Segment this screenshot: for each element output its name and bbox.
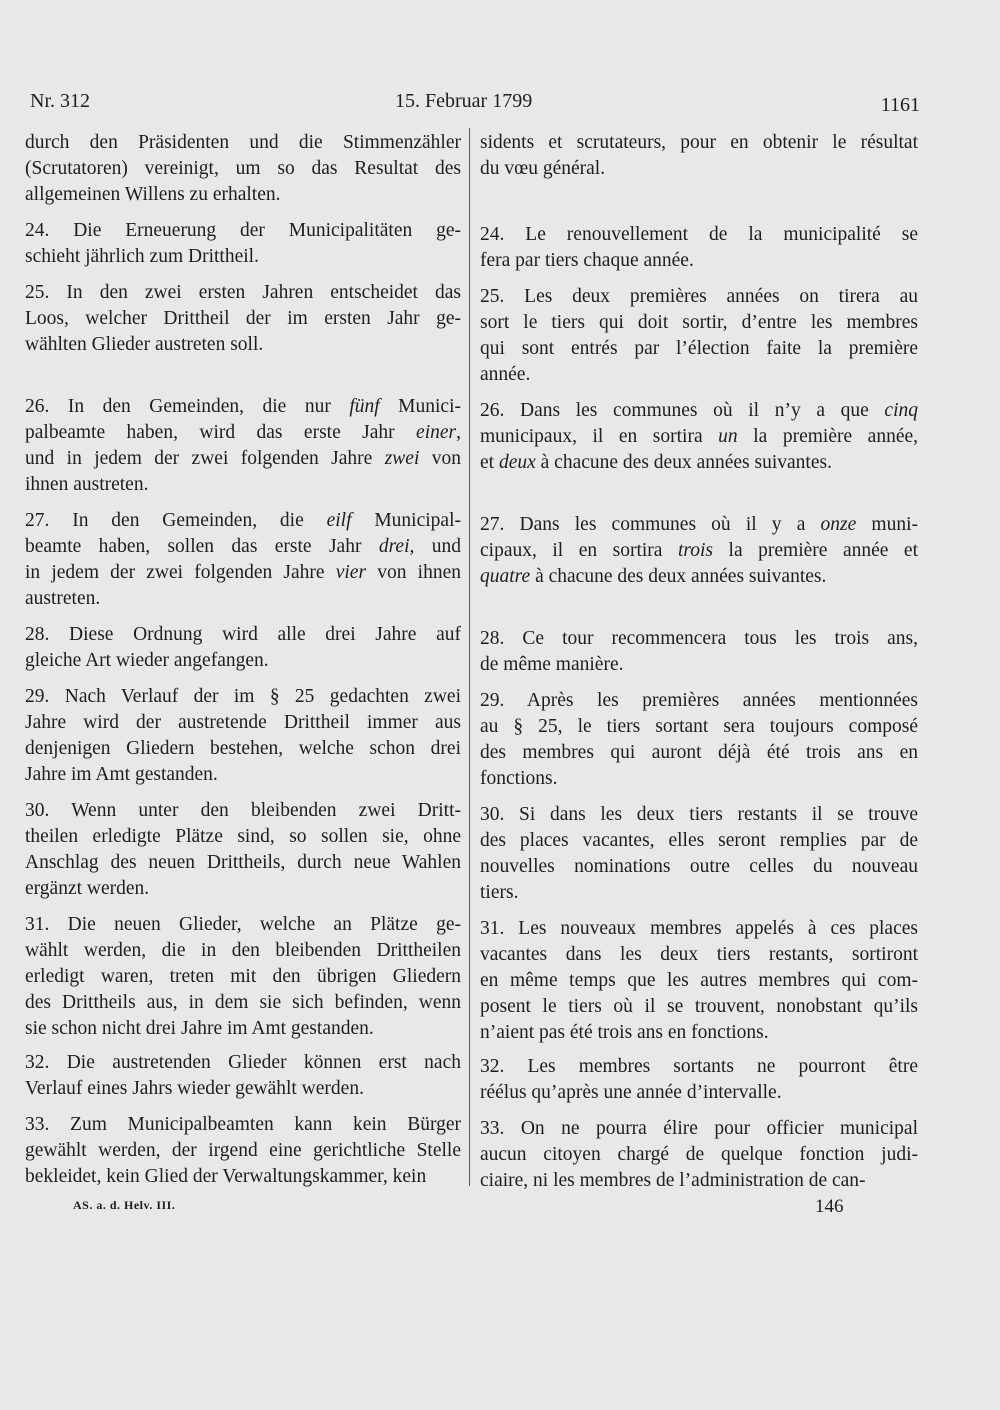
- german-paragraph-32: [25, 1050, 461, 1102]
- french-paragraph-27: [480, 512, 918, 590]
- german-paragraph-29: [25, 684, 461, 788]
- french-paragraph-26: [480, 398, 918, 476]
- german-text-line: 29. Nach Verlauf der im § 25 gedachten zwei: [25, 686, 461, 707]
- french-text-line: 32. Les membres sortants ne pourront être: [480, 1056, 918, 1077]
- french-paragraph-29: [480, 688, 918, 792]
- french-text-line: qui sont entrés par l’élection faite la première: [480, 338, 918, 359]
- german-text-line: wählt werden, die in den bleibenden Drittheilen: [25, 940, 461, 961]
- german-text-line: Verlauf eines Jahrs wieder gewählt werden.: [25, 1078, 364, 1099]
- french-text-line: 33. On ne pourra élire pour officier municipal: [480, 1118, 918, 1139]
- column-divider: [469, 128, 470, 1186]
- german-text-line: palbeamte haben, wird das erste Jahr einer,: [25, 422, 461, 443]
- german-text-line: sie schon nicht drei Jahre im Amt gestanden.: [25, 1018, 374, 1039]
- german-text-line: beamte haben, sollen das erste Jahr drei, und: [25, 536, 462, 557]
- french-paragraph-28: [480, 626, 918, 678]
- german-text-line: 28. Diese Ordnung wird alle drei Jahre auf: [25, 624, 461, 645]
- german-text-line: Jahre im Amt gestanden.: [25, 764, 218, 785]
- french-text-line: municipaux, il en sortira un la première année,: [480, 426, 918, 447]
- german-paragraph-27: [25, 508, 461, 612]
- french-text-line: 28. Ce tour recommencera tous les trois ans,: [480, 628, 918, 649]
- german-paragraph-cont: [25, 130, 461, 208]
- french-text-line: du vœu général.: [480, 158, 606, 179]
- french-text-line: 25. Les deux premières années on tirera au: [480, 286, 918, 307]
- german-text-line: 25. In den zwei ersten Jahren entscheidet das: [25, 282, 461, 303]
- german-paragraph-33: [25, 1112, 461, 1190]
- french-text-line: cipaux, il en sortira trois la première année et: [480, 540, 918, 561]
- french-text-line: n’aient pas été trois ans en fonctions.: [480, 1022, 769, 1043]
- german-text-line: erledigt waren, treten mit den übrigen Gliedern: [25, 966, 461, 987]
- french-text-line: en même temps que les autres membres qui com-: [480, 970, 918, 991]
- french-text-line: fera par tiers chaque année.: [480, 250, 694, 271]
- german-text-line: wählten Glieder austreten soll.: [25, 334, 264, 355]
- french-text-line: 31. Les nouveaux membres appelés à ces places: [480, 918, 918, 939]
- german-text-line: Jahre wird der austretende Drittheil immer aus: [25, 712, 461, 733]
- sheet-number: 146: [815, 1196, 844, 1217]
- french-paragraph-cont: [480, 130, 918, 182]
- french-text-line: fonctions.: [480, 768, 558, 789]
- french-text-line: réélus qu’après une année d’intervalle.: [480, 1082, 782, 1103]
- german-text-line: (Scrutatoren) vereinigt, um so das Resultat des: [25, 158, 461, 179]
- french-text-line: sidents et scrutateurs, pour en obtenir le résultat: [480, 132, 918, 153]
- french-text-line: 26. Dans les communes où il n’y a que cinq: [480, 400, 918, 421]
- french-text-line: 27. Dans les communes où il y a onze muni-: [480, 514, 918, 535]
- german-text-line: allgemeinen Willens zu erhalten.: [25, 184, 281, 205]
- french-text-line: de même manière.: [480, 654, 624, 675]
- german-text-line: bekleidet, kein Glied der Verwaltungskammer, kein: [25, 1166, 427, 1187]
- german-text-line: des Drittheils aus, in dem sie sich befinden, wenn: [25, 992, 461, 1013]
- french-paragraph-25: [480, 284, 918, 388]
- french-text-line: et deux à chacune des deux années suivantes.: [480, 452, 832, 473]
- german-text-line: 27. In den Gemeinden, die eilf Municipal-: [25, 510, 461, 531]
- french-text-line: 30. Si dans les deux tiers restants il se trouve: [480, 804, 918, 825]
- french-text-line: sort le tiers qui doit sortir, d’entre les membres: [480, 312, 918, 333]
- german-paragraph-25: [25, 280, 461, 358]
- german-text-line: 33. Zum Municipalbeamten kann kein Bürger: [25, 1114, 461, 1135]
- german-text-line: gewählt werden, der irgend eine gerichtliche Stelle: [25, 1140, 461, 1161]
- german-text-line: durch den Präsidenten und die Stimmenzähler: [25, 132, 461, 153]
- german-paragraph-31: [25, 912, 461, 1042]
- french-paragraph-24: [480, 222, 918, 274]
- german-paragraph-30: [25, 798, 461, 902]
- french-text-line: 24. Le renouvellement de la municipalité se: [480, 224, 918, 245]
- french-text-line: quatre à chacune des deux années suivantes.: [480, 566, 827, 587]
- german-paragraph-28: [25, 622, 461, 674]
- german-text-line: ihnen austreten.: [25, 474, 149, 495]
- german-text-line: 30. Wenn unter den bleibenden zwei Dritt-: [25, 800, 461, 821]
- french-paragraph-31: [480, 916, 918, 1046]
- document-number: Nr. 312: [30, 90, 90, 112]
- german-text-line: theilen erledigte Plätze sind, so sollen sie, ohne: [25, 826, 461, 847]
- french-text-line: des places vacantes, elles seront remplies par de: [480, 830, 918, 851]
- french-text-line: ciaire, ni les membres de l’administration de can-: [480, 1170, 866, 1191]
- german-text-line: Loos, welcher Drittheil der im ersten Jahr ge-: [25, 308, 461, 329]
- german-text-line: in jedem der zwei folgenden Jahre vier von ihnen: [25, 562, 461, 583]
- german-text-line: denjenigen Gliedern bestehen, welche schon drei: [25, 738, 461, 759]
- french-paragraph-32: [480, 1054, 918, 1106]
- french-text-line: année.: [480, 364, 531, 385]
- french-text-line: posent le tiers où il se trouvent, nonobstant qu’ils: [480, 996, 918, 1017]
- document-date: 15. Februar 1799: [395, 90, 533, 112]
- german-text-line: schieht jährlich zum Drittheil.: [25, 246, 259, 267]
- french-text-line: au § 25, le tiers sortant sera toujours composé: [480, 716, 918, 737]
- german-text-line: Anschlag des neuen Drittheils, durch neue Wahlen: [25, 852, 461, 873]
- french-text-line: vacantes dans les deux tiers restants, sortiront: [480, 944, 918, 965]
- german-text-line: 26. In den Gemeinden, die nur fünf Munici-: [25, 396, 461, 417]
- french-paragraph-33: [480, 1116, 918, 1194]
- french-paragraph-30: [480, 802, 918, 906]
- german-text-line: und in jedem der zwei folgenden Jahre zwei von: [25, 448, 462, 469]
- german-text-line: 31. Die neuen Glieder, welche an Plätze ge-: [25, 914, 461, 935]
- french-text-line: des membres qui auront déjà été trois ans en: [480, 742, 918, 763]
- german-text-line: 24. Die Erneuerung der Municipalitäten ge-: [25, 220, 461, 241]
- german-paragraph-24: [25, 218, 461, 270]
- german-text-line: gleiche Art wieder angefangen.: [25, 650, 269, 671]
- french-text-line: tiers.: [480, 882, 519, 903]
- german-text-line: 32. Die austretenden Glieder können erst nach: [25, 1052, 461, 1073]
- collection-signature: AS. a. d. Helv. III.: [73, 1198, 176, 1212]
- german-paragraph-26: [25, 394, 461, 498]
- french-text-line: 29. Après les premières années mentionnées: [480, 690, 918, 711]
- french-text-line: aucun citoyen chargé de quelque fonction judi-: [480, 1144, 918, 1165]
- german-text-line: austreten.: [25, 588, 101, 609]
- page-number: 1161: [880, 94, 920, 116]
- german-text-line: ergänzt werden.: [25, 878, 150, 899]
- french-text-line: nouvelles nominations outre celles du nouveau: [480, 856, 918, 877]
